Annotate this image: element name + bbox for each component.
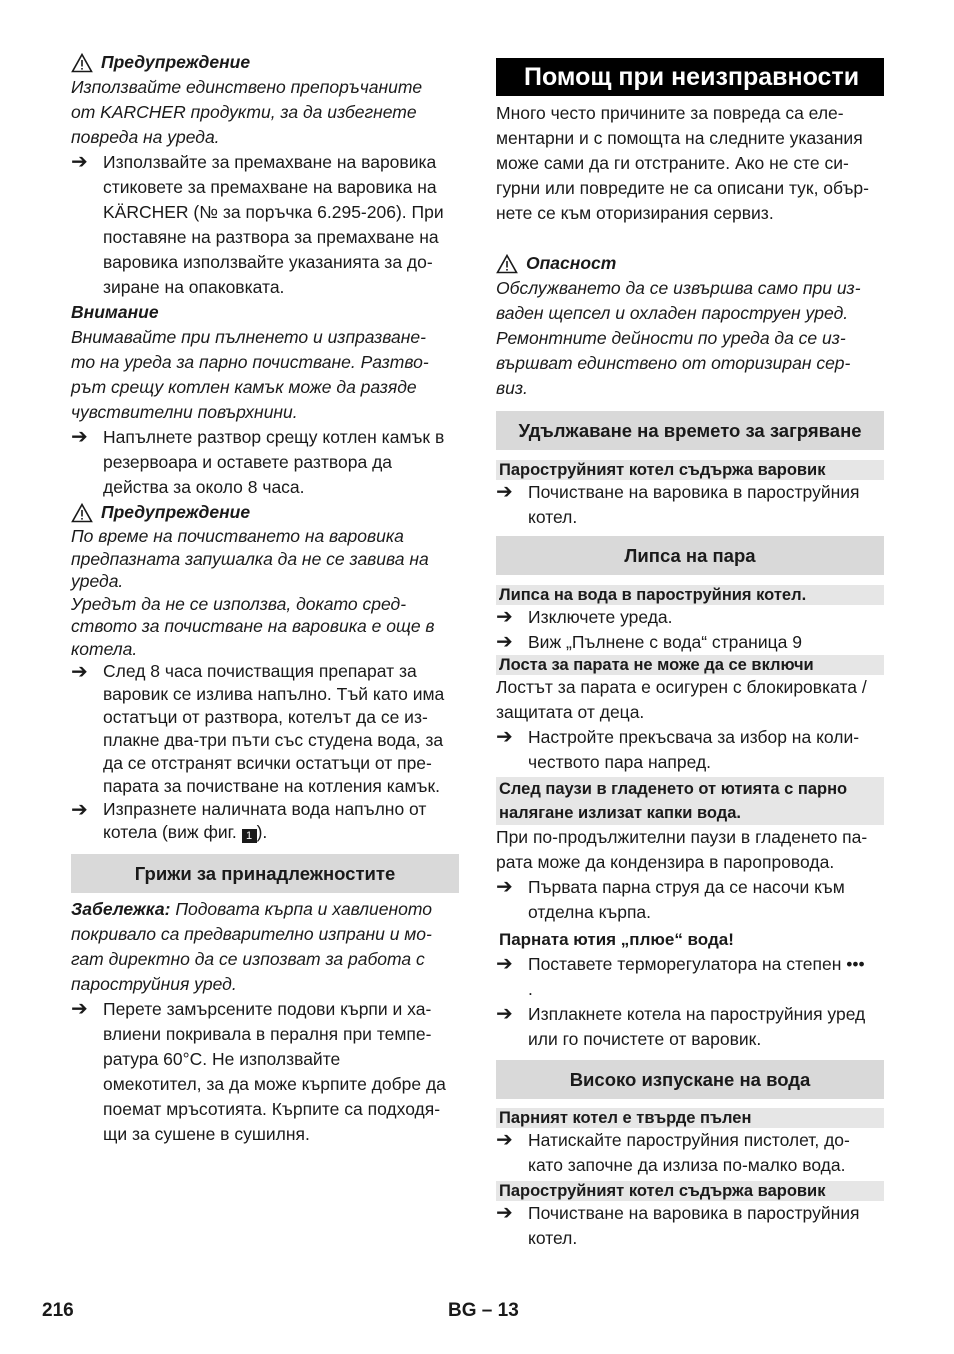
step-arrow-icon: ➔: [71, 426, 88, 448]
warning-icon: [71, 53, 93, 73]
instruction-step: ➔ Използвайте за премахване на варовика стиковете за премахване на варовика на KÄRCHER (№ за поръчка 6.295-206). При поставяне на разтвора за премахване на варовика използвайте указанията за до- зиране на опаковката.: [71, 151, 444, 297]
warning-heading: [71, 500, 459, 525]
instruction-step: ➔ Почистване на варовика в пароструйния котел.: [496, 481, 860, 527]
step-arrow-icon: ➔: [496, 1003, 513, 1025]
page-number: 216: [42, 1300, 74, 1321]
section-heading: Удължаване на времето за загряване: [496, 411, 884, 450]
attention-heading: Внимание: [71, 302, 159, 322]
instruction-step: ➔ Почистване на варовика в пароструйния котел.: [496, 1202, 860, 1248]
note-text: Забележка: Подовата кърпа и хавлиеното покривало са предварително изпрани и мо- гат директно да се изпозват за работа с пароструйния уред.: [71, 899, 432, 994]
left-column: [71, 50, 459, 1147]
instruction-step: ➔ Изпразнете наличната вода напълно от котела (виж фиг. 1 ).: [71, 799, 427, 842]
step-arrow-icon: ➔: [71, 998, 88, 1020]
step-arrow-icon: ➔: [71, 799, 88, 821]
warning-text: Използвайте единствено препоръчаните от KARCHER продукти, за да избегнете повреда на уреда.: [71, 77, 423, 147]
danger-heading: [496, 251, 884, 276]
section-heading: Липса на пара: [496, 536, 884, 575]
step-arrow-icon: ➔: [71, 661, 88, 683]
step-arrow-icon: ➔: [496, 953, 513, 975]
figure-reference: 1: [242, 829, 257, 843]
instruction-step: ➔ Изплакнете котела на пароструйния уред или го почистете от варовик.: [496, 1003, 866, 1049]
instruction-step: ➔ Настройте прекъсвача за избор на коли- чеството пара напред.: [496, 726, 860, 772]
instruction-step: ➔ Поставете терморегулатора на степен ••• .: [496, 953, 865, 999]
instruction-step: ➔ Първата парна струя да се насочи към отделна кърпа.: [496, 876, 845, 922]
instruction-step: ➔ Виж „Пълнене с вода“ страница 9: [496, 631, 802, 653]
intro-text: Много често причините за повреда са еле- ментарни и с помощта на следните указания може сами да ги отстраните. Ако не сте си- гурни или повредите не са описани тук, обър- нете се към оторизирания сервиз.: [496, 103, 869, 223]
warning-heading: [71, 50, 459, 75]
sub-heading: Лоста за парата не може да се включи: [496, 655, 884, 675]
sub-heading: След паузи в гладенето от ютията с парно налягане излизат капки вода.: [496, 777, 884, 825]
right-column: [496, 50, 884, 1251]
warning-icon: [496, 254, 518, 274]
section-heading: Високо изпускане на вода: [496, 1060, 884, 1099]
sub-heading: Пароструйният котел съдържа варовик: [496, 1181, 884, 1201]
step-arrow-icon: ➔: [496, 726, 513, 748]
warning-text: По време на почистването на варовика предпазната запушалка да не се завива на уреда. Уредът да не се използва, докато сред- ството за почистване на варовика е още в котела.: [71, 526, 435, 659]
attention-text: Внимавайте при пълненето и изпразване- то на уреда за парно почистване. Разтво- рът срещу котлен камък може да разяде чувствителни повърхнини.: [71, 327, 429, 422]
step-arrow-icon: ➔: [496, 481, 513, 503]
instruction-step: ➔ Натискайте пароструйния пистолет, до- като започне да излиза по-малко вода.: [496, 1129, 850, 1175]
step-arrow-icon: ➔: [496, 631, 513, 653]
step-arrow-icon: ➔: [71, 151, 88, 173]
step-arrow-icon: ➔: [496, 1202, 513, 1224]
instruction-step: ➔ Перете замърсените подови кърпи и ха- влиени покривала в пералня при темпе- ратура 60°C. Не използвайте омекотител, за да може кърпите добре да поемат мръсотията. Кърпите са подходя- щи за сушене в сушилня.: [71, 998, 446, 1144]
step-arrow-icon: ➔: [496, 876, 513, 898]
warning-title: Предупреждение: [101, 52, 251, 72]
danger-text: Обслужването да се извършва само при из- ваден щепсел и охладен пароструен уред. Ремонтните дейности по уреда да се из- вършват единствено от оторизиран сер- виз.: [496, 278, 861, 398]
step-arrow-icon: ➔: [496, 606, 513, 628]
instruction-step: ➔ След 8 часа почистващия препарат за варовик се излива напълно. Тъй като има остатъци от разтвора, котелът да се из- плакне два-три пъти със студена вода, за да се отстранят всички остатъци от пре- парата за почистване на котления камък.: [71, 661, 445, 796]
warning-title: Предупреждение: [101, 502, 251, 522]
page-title: Помощ при неизправности: [496, 58, 884, 96]
warning-icon: [71, 503, 93, 523]
sub-heading: Пароструйният котел съдържа варовик: [496, 460, 884, 480]
sub-heading: Парната ютия „плюе“ вода!: [499, 930, 734, 949]
danger-title: Опасност: [526, 253, 617, 273]
drops-text: При по-продължителни паузи в гладенето па- рата може да кондензира в паропровода.: [496, 827, 868, 872]
instruction-step: ➔ Изключете уреда.: [496, 606, 673, 628]
lever-text: Лостът за парата е осигурен с блокировката / защитата от деца.: [496, 677, 867, 722]
step-arrow-icon: ➔: [496, 1129, 513, 1151]
section-heading: Грижи за принадлежностите: [71, 854, 459, 893]
sub-heading: Парният котел е твърде пълен: [496, 1108, 884, 1128]
instruction-step: ➔ Напълнете разтвор срещу котлен камък в резервоара и оставете разтвора да действа за около 8 часа.: [71, 426, 445, 497]
note-label: Забележка:: [71, 899, 171, 919]
sub-heading: Липса на вода в пароструйния котел.: [496, 585, 884, 605]
section-page-number: BG – 13: [448, 1300, 519, 1321]
